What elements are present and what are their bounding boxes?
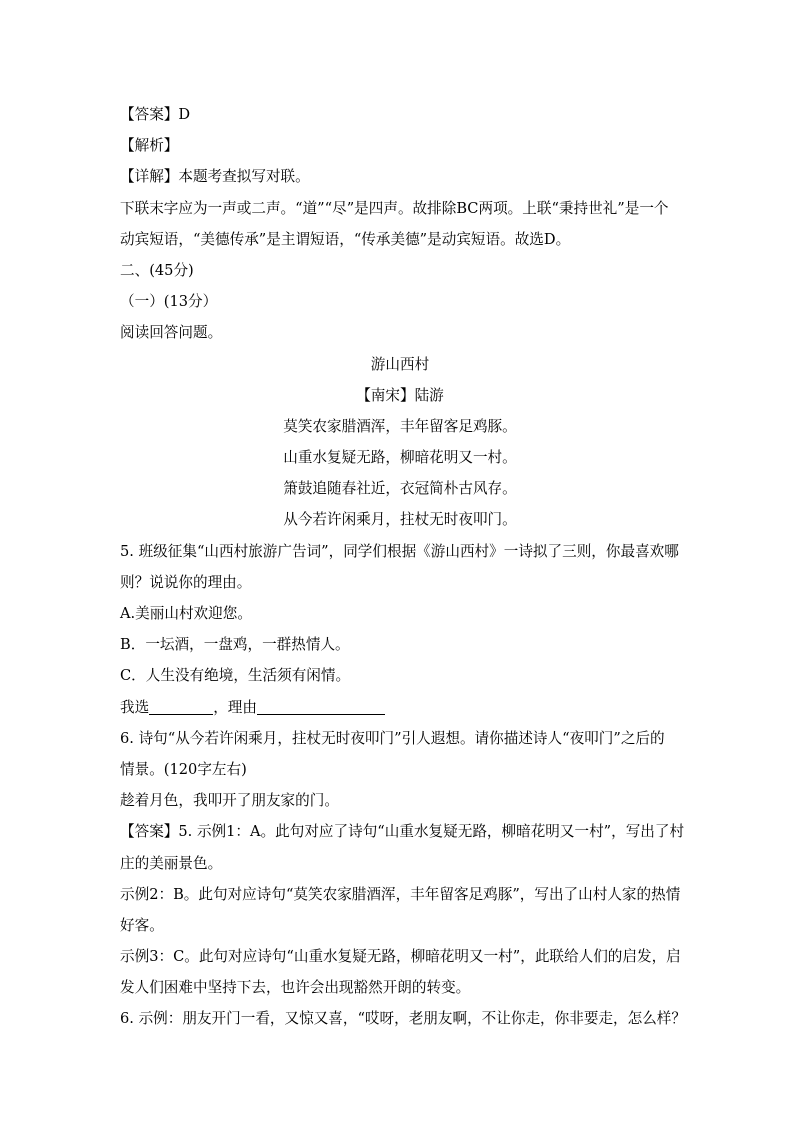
choice-prefix: 我选	[120, 698, 150, 716]
answer-line: 【答案】D	[120, 106, 191, 123]
answer-line: 6. 示例：朋友开门一看，又惊又喜，“哎呀，老朋友啊，不让你走，你非要走，怎么样？	[120, 1010, 686, 1028]
subsection-heading: （一）(13分）	[120, 293, 218, 311]
question5-stem: 则？说说你的理由。	[120, 573, 252, 591]
poem-line: 山重水复疑无路，柳暗花明又一村。	[283, 449, 517, 467]
question6-opening: 趁着月色，我叩开了朋友家的门。	[120, 792, 339, 810]
detail-body-line: 下联末字应为一声或二声。“道”“尽”是四声。故排除BC两项。上联“秉持世礼”是一个	[120, 199, 669, 217]
instruction: 阅读回答问题。	[120, 324, 223, 342]
detail-body-line: 动宾短语，“美德传承”是主谓短语，“传承美德”是动宾短语。故选D。	[120, 230, 571, 248]
question5-option-c: C．人生没有绝境，生活须有闲情。	[120, 667, 351, 685]
detail-line: 【详解】本题考查拟写对联。	[120, 168, 310, 186]
poem-author: 【南宋】陆游	[356, 386, 444, 404]
choice-blank[interactable]	[149, 696, 213, 715]
question6-stem: 6. 诗句“从今若许闲乘月，拄杖无时夜叩门”引人遐想。请你描述诗人“夜叩门”之后的	[120, 729, 665, 747]
answer-line: 示例2：B。此句对应诗句“莫笑农家腊酒浑，丰年留客足鸡豚”，写出了山村人家的热情	[120, 885, 681, 903]
poem-line: 箫鼓追随春社近，衣冠简朴古风存。	[283, 480, 517, 498]
question5-stem: 5. 班级征集“山西村旅游广告词”，同学们根据《游山西村》一诗拟了三则，你最喜欢哪	[120, 542, 679, 560]
choice-mid: ，理由	[213, 698, 257, 716]
poem-line: 从今若许闲乘月，拄杖无时夜叩门。	[283, 511, 517, 529]
answer-line: 发人们困难中坚持下去，也许会出现豁然开朗的转变。	[120, 979, 471, 997]
section-heading: 二、(45分)	[120, 261, 194, 279]
answer-line: 好客。	[120, 916, 164, 934]
question6-stem: 情景。(120字左右)	[120, 760, 247, 778]
question5-choice-line	[120, 692, 680, 723]
answer-line: 【答案】5. 示例1：A。此句对应了诗句“山重水复疑无路，柳暗花明又一村”，写出了村	[120, 823, 685, 841]
question5-option-a: A.美丽山村欢迎您。	[120, 605, 252, 622]
analysis-label: 【解析】	[120, 137, 179, 155]
answer-line: 示例3：C。此句对应诗句“山重水复疑无路，柳暗花明又一村”，此联给人们的启发，启	[120, 948, 681, 966]
poem-title: 游山西村	[370, 355, 430, 373]
answer-line: 庄的美丽景色。	[120, 854, 223, 872]
reason-blank[interactable]	[257, 696, 385, 715]
document-page	[120, 99, 686, 1035]
poem-line: 莫笑农家腊酒浑，丰年留客足鸡豚。	[283, 417, 517, 435]
question5-option-b: B．一坛酒，一盘鸡，一群热情人。	[120, 636, 350, 654]
